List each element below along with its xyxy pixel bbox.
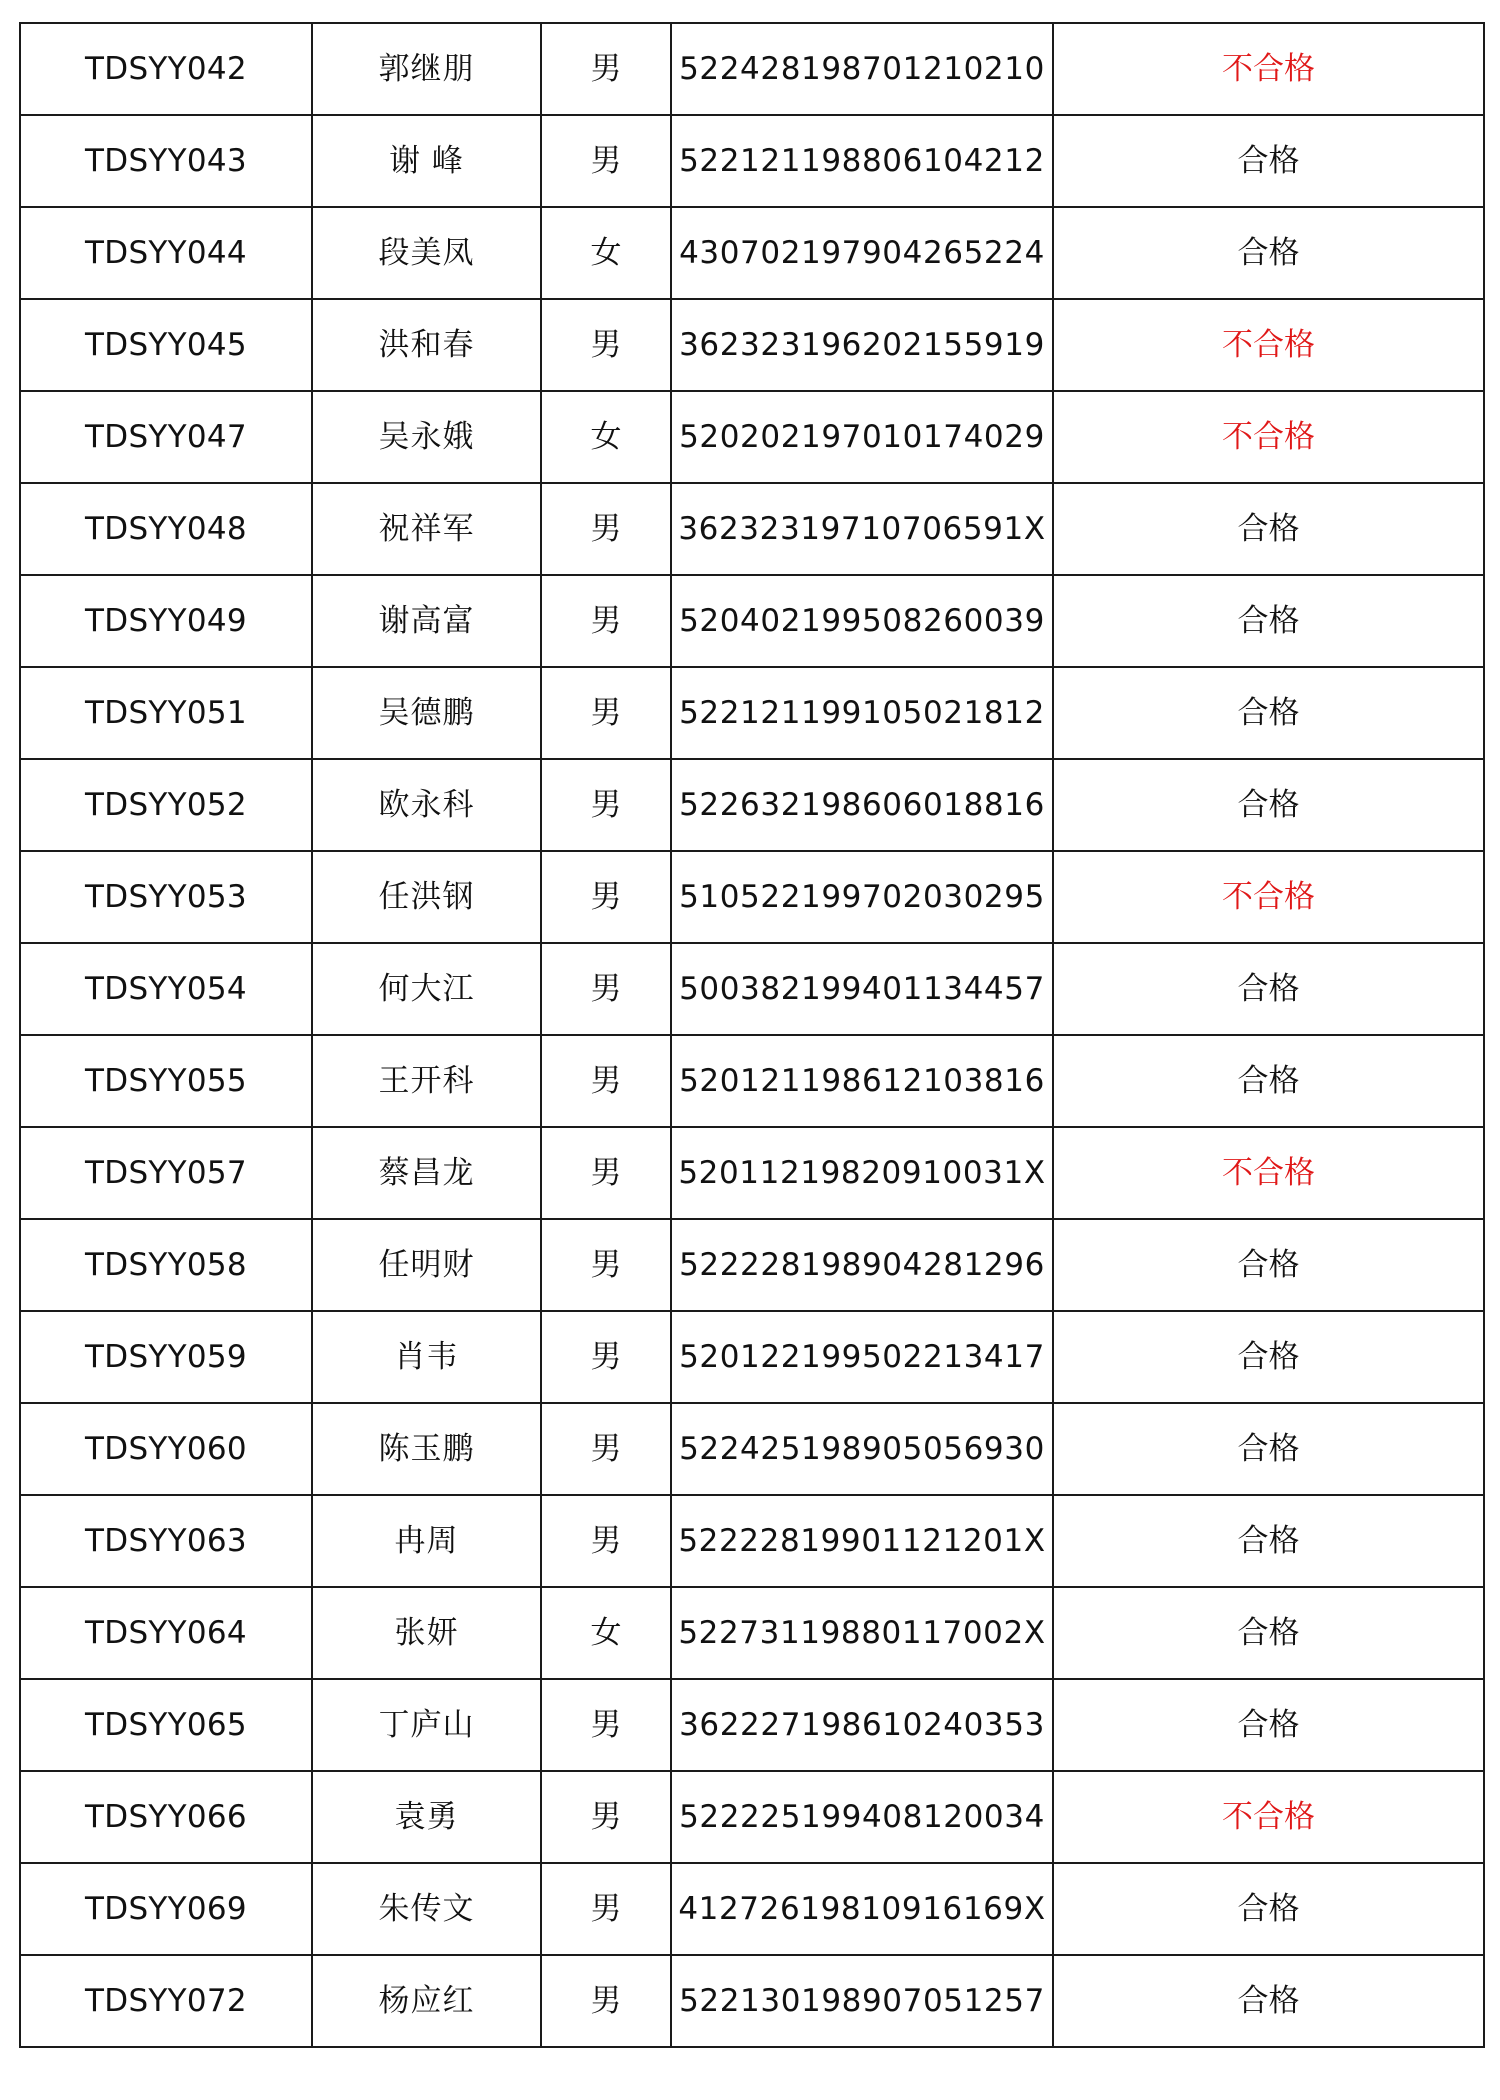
id-number-cell: 520402199508260039 bbox=[671, 575, 1053, 667]
id-number-cell: 52273119880117002X bbox=[671, 1587, 1053, 1679]
exam-id-cell: TDSYY051 bbox=[20, 667, 312, 759]
gender-cell: 男 bbox=[541, 1127, 671, 1219]
result-cell: 合格 bbox=[1053, 1679, 1484, 1771]
table-row bbox=[20, 667, 1484, 759]
gender-cell: 男 bbox=[541, 23, 671, 115]
exam-id-cell: TDSYY069 bbox=[20, 1863, 312, 1955]
name-cell: 何大江 bbox=[312, 943, 541, 1035]
exam-id-cell: TDSYY059 bbox=[20, 1311, 312, 1403]
name-cell: 杨应红 bbox=[312, 1955, 541, 2047]
result-cell: 合格 bbox=[1053, 575, 1484, 667]
exam-id-cell: TDSYY042 bbox=[20, 23, 312, 115]
table-row bbox=[20, 115, 1484, 207]
id-number-cell: 500382199401134457 bbox=[671, 943, 1053, 1035]
name-cell: 蔡昌龙 bbox=[312, 1127, 541, 1219]
gender-cell: 男 bbox=[541, 1311, 671, 1403]
result-cell: 合格 bbox=[1053, 483, 1484, 575]
table-row bbox=[20, 1127, 1484, 1219]
name-cell: 陈玉鹏 bbox=[312, 1403, 541, 1495]
name-cell: 任明财 bbox=[312, 1219, 541, 1311]
gender-cell: 男 bbox=[541, 115, 671, 207]
table-row bbox=[20, 1863, 1484, 1955]
id-number-cell: 522428198701210210 bbox=[671, 23, 1053, 115]
id-number-cell: 52011219820910031X bbox=[671, 1127, 1053, 1219]
table-row bbox=[20, 207, 1484, 299]
id-number-cell: 520122199502213417 bbox=[671, 1311, 1053, 1403]
result-cell: 合格 bbox=[1053, 1587, 1484, 1679]
table-row bbox=[20, 391, 1484, 483]
exam-id-cell: TDSYY053 bbox=[20, 851, 312, 943]
table-row bbox=[20, 1035, 1484, 1127]
exam-id-cell: TDSYY048 bbox=[20, 483, 312, 575]
gender-cell: 女 bbox=[541, 391, 671, 483]
results-table-body bbox=[20, 23, 1484, 2047]
exam-id-cell: TDSYY063 bbox=[20, 1495, 312, 1587]
exam-id-cell: TDSYY049 bbox=[20, 575, 312, 667]
id-number-cell: 520202197010174029 bbox=[671, 391, 1053, 483]
id-number-cell: 522425198905056930 bbox=[671, 1403, 1053, 1495]
gender-cell: 男 bbox=[541, 943, 671, 1035]
name-cell: 祝祥军 bbox=[312, 483, 541, 575]
result-cell: 合格 bbox=[1053, 1219, 1484, 1311]
table-row bbox=[20, 1771, 1484, 1863]
results-table bbox=[19, 22, 1485, 2048]
name-cell: 郭继朋 bbox=[312, 23, 541, 115]
name-cell: 段美凤 bbox=[312, 207, 541, 299]
exam-id-cell: TDSYY043 bbox=[20, 115, 312, 207]
id-number-cell: 362323196202155919 bbox=[671, 299, 1053, 391]
result-cell: 合格 bbox=[1053, 1035, 1484, 1127]
table-row bbox=[20, 1587, 1484, 1679]
id-number-cell: 362227198610240353 bbox=[671, 1679, 1053, 1771]
name-cell: 欧永科 bbox=[312, 759, 541, 851]
id-number-cell: 522121199105021812 bbox=[671, 667, 1053, 759]
gender-cell: 男 bbox=[541, 1955, 671, 2047]
name-cell: 肖韦 bbox=[312, 1311, 541, 1403]
name-cell: 袁勇 bbox=[312, 1771, 541, 1863]
result-cell: 合格 bbox=[1053, 667, 1484, 759]
table-row bbox=[20, 1311, 1484, 1403]
name-cell: 王开科 bbox=[312, 1035, 541, 1127]
table-row bbox=[20, 851, 1484, 943]
exam-id-cell: TDSYY057 bbox=[20, 1127, 312, 1219]
name-cell: 冉周 bbox=[312, 1495, 541, 1587]
id-number-cell: 52222819901121201X bbox=[671, 1495, 1053, 1587]
id-number-cell: 41272619810916169X bbox=[671, 1863, 1053, 1955]
name-cell: 张妍 bbox=[312, 1587, 541, 1679]
exam-id-cell: TDSYY054 bbox=[20, 943, 312, 1035]
exam-id-cell: TDSYY066 bbox=[20, 1771, 312, 1863]
result-cell: 合格 bbox=[1053, 759, 1484, 851]
name-cell: 洪和春 bbox=[312, 299, 541, 391]
gender-cell: 女 bbox=[541, 207, 671, 299]
table-row bbox=[20, 1403, 1484, 1495]
gender-cell: 男 bbox=[541, 1863, 671, 1955]
exam-id-cell: TDSYY045 bbox=[20, 299, 312, 391]
gender-cell: 男 bbox=[541, 1403, 671, 1495]
table-row bbox=[20, 943, 1484, 1035]
gender-cell: 男 bbox=[541, 299, 671, 391]
result-cell: 合格 bbox=[1053, 943, 1484, 1035]
exam-id-cell: TDSYY047 bbox=[20, 391, 312, 483]
gender-cell: 男 bbox=[541, 1035, 671, 1127]
exam-id-cell: TDSYY058 bbox=[20, 1219, 312, 1311]
id-number-cell: 510522199702030295 bbox=[671, 851, 1053, 943]
result-cell: 合格 bbox=[1053, 207, 1484, 299]
table-row bbox=[20, 1219, 1484, 1311]
result-cell: 合格 bbox=[1053, 115, 1484, 207]
result-cell: 不合格 bbox=[1053, 391, 1484, 483]
id-number-cell: 520121198612103816 bbox=[671, 1035, 1053, 1127]
id-number-cell: 522228198904281296 bbox=[671, 1219, 1053, 1311]
name-cell: 任洪钢 bbox=[312, 851, 541, 943]
id-number-cell: 522225199408120034 bbox=[671, 1771, 1053, 1863]
id-number-cell: 430702197904265224 bbox=[671, 207, 1053, 299]
table-row bbox=[20, 23, 1484, 115]
result-cell: 合格 bbox=[1053, 1863, 1484, 1955]
id-number-cell: 522121198806104212 bbox=[671, 115, 1053, 207]
gender-cell: 男 bbox=[541, 667, 671, 759]
result-cell: 不合格 bbox=[1053, 1771, 1484, 1863]
result-cell: 不合格 bbox=[1053, 23, 1484, 115]
name-cell: 丁庐山 bbox=[312, 1679, 541, 1771]
name-cell: 吴永娥 bbox=[312, 391, 541, 483]
table-row bbox=[20, 1495, 1484, 1587]
exam-id-cell: TDSYY072 bbox=[20, 1955, 312, 2047]
table-row bbox=[20, 483, 1484, 575]
gender-cell: 男 bbox=[541, 851, 671, 943]
table-row bbox=[20, 759, 1484, 851]
result-cell: 合格 bbox=[1053, 1955, 1484, 2047]
exam-id-cell: TDSYY064 bbox=[20, 1587, 312, 1679]
result-cell: 不合格 bbox=[1053, 851, 1484, 943]
exam-id-cell: TDSYY052 bbox=[20, 759, 312, 851]
exam-id-cell: TDSYY060 bbox=[20, 1403, 312, 1495]
gender-cell: 男 bbox=[541, 759, 671, 851]
name-cell: 吴德鹏 bbox=[312, 667, 541, 759]
gender-cell: 女 bbox=[541, 1587, 671, 1679]
exam-id-cell: TDSYY055 bbox=[20, 1035, 312, 1127]
gender-cell: 男 bbox=[541, 1679, 671, 1771]
result-cell: 合格 bbox=[1053, 1311, 1484, 1403]
table-row bbox=[20, 299, 1484, 391]
gender-cell: 男 bbox=[541, 483, 671, 575]
id-number-cell: 36232319710706591X bbox=[671, 483, 1053, 575]
gender-cell: 男 bbox=[541, 1495, 671, 1587]
gender-cell: 男 bbox=[541, 1219, 671, 1311]
id-number-cell: 522130198907051257 bbox=[671, 1955, 1053, 2047]
exam-id-cell: TDSYY044 bbox=[20, 207, 312, 299]
table-row bbox=[20, 575, 1484, 667]
id-number-cell: 522632198606018816 bbox=[671, 759, 1053, 851]
table-row bbox=[20, 1955, 1484, 2047]
name-cell: 谢 峰 bbox=[312, 115, 541, 207]
results-sheet bbox=[19, 22, 1485, 2048]
name-cell: 朱传文 bbox=[312, 1863, 541, 1955]
result-cell: 不合格 bbox=[1053, 1127, 1484, 1219]
name-cell: 谢高富 bbox=[312, 575, 541, 667]
exam-id-cell: TDSYY065 bbox=[20, 1679, 312, 1771]
result-cell: 合格 bbox=[1053, 1495, 1484, 1587]
result-cell: 合格 bbox=[1053, 1403, 1484, 1495]
gender-cell: 男 bbox=[541, 575, 671, 667]
result-cell: 不合格 bbox=[1053, 299, 1484, 391]
table-row bbox=[20, 1679, 1484, 1771]
gender-cell: 男 bbox=[541, 1771, 671, 1863]
